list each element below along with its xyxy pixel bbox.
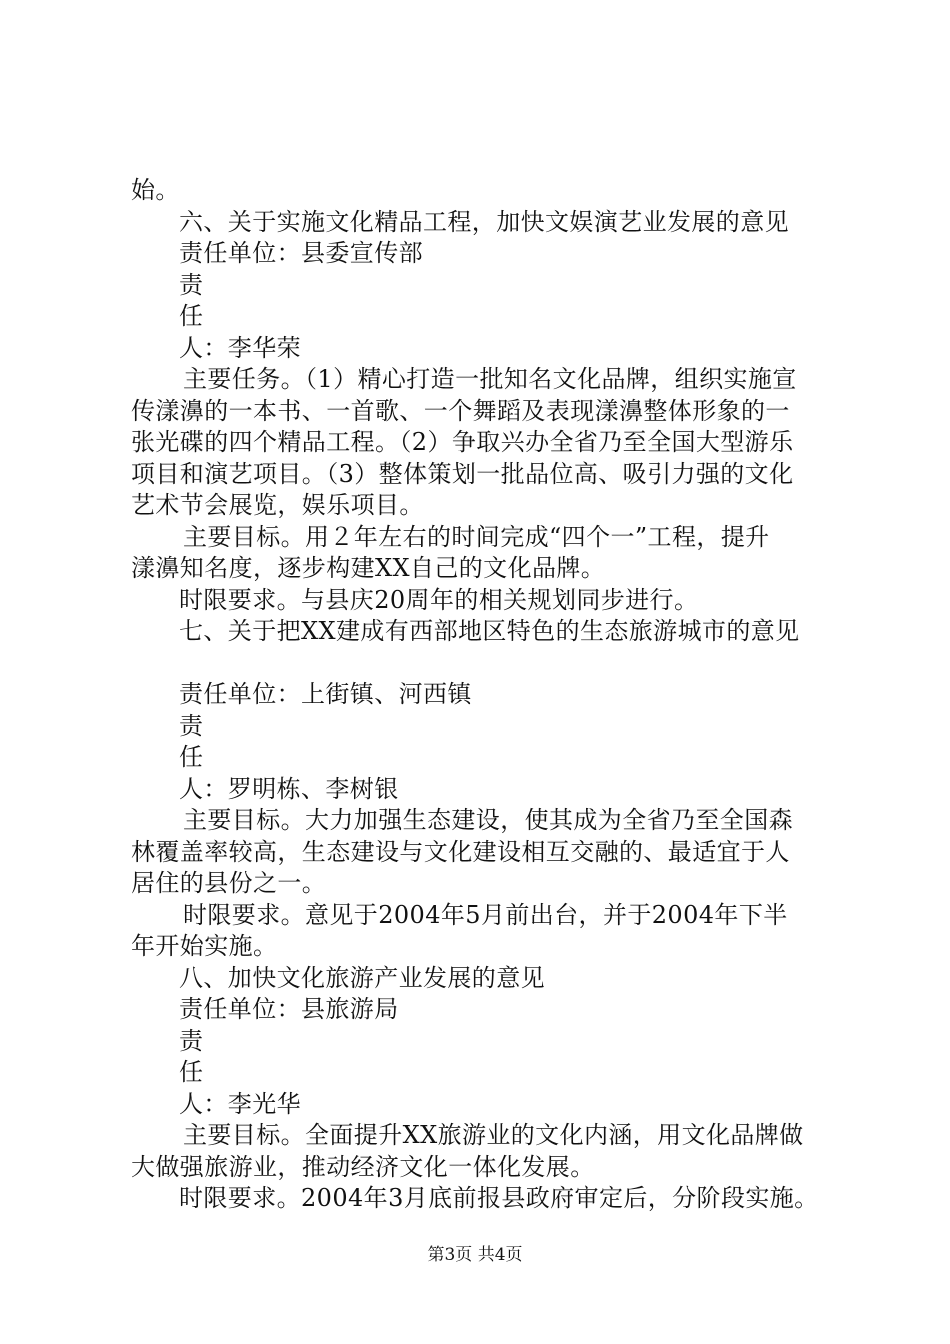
text-line: 责 bbox=[179, 1026, 204, 1055]
paragraph-line: 漾濞知名度，逐步构建XX自己的文化品牌。 bbox=[131, 554, 606, 582]
responsible-unit: 责任单位：上街镇、河西镇 bbox=[179, 680, 472, 708]
responsible-unit: 责任单位：县旅游局 bbox=[179, 995, 399, 1023]
text-line: 责 bbox=[179, 711, 204, 740]
paragraph-line: 主要目标。用２年左右的时间完成“四个一”工程，提升 bbox=[183, 522, 770, 551]
text-line: 责 bbox=[179, 270, 204, 299]
paragraph-line: 年开始实施。 bbox=[131, 932, 278, 960]
responsible-person: 人：李光华 bbox=[179, 1089, 301, 1118]
section-heading-8: 八、加快文化旅游产业发展的意见 bbox=[179, 963, 545, 992]
paragraph-line: 时限要求。意见于2004年5月前出台，并于2004年下半 bbox=[183, 900, 788, 929]
text-line: 始。 bbox=[131, 176, 180, 204]
paragraph-line: 时限要求。与县庆20周年的相关规划同步进行。 bbox=[179, 585, 699, 614]
paragraph-line: 主要目标。大力加强生态建设，使其成为全省乃至全国森 bbox=[183, 806, 793, 834]
document-body bbox=[131, 175, 831, 1215]
paragraph-line: 艺术节会展览，娱乐项目。 bbox=[131, 491, 424, 519]
paragraph-line: 主要目标。全面提升XX旅游业的文化内涵，用文化品牌做 bbox=[183, 1121, 804, 1149]
paragraph-line: 时限要求。2004年3月底前报县政府审定后，分阶段实施。 bbox=[179, 1184, 819, 1212]
paragraph-line: 张光碟的四个精品工程。（2）争取兴办全省乃至全国大型游乐 bbox=[131, 428, 794, 456]
paragraph-line: 传漾濞的一本书、一首歌、一个舞蹈及表现漾濞整体形象的一 bbox=[131, 396, 790, 425]
page-number-footer: 第3页 共4页 bbox=[427, 1245, 523, 1265]
paragraph-line: 居住的县份之一。 bbox=[131, 869, 327, 897]
paragraph-line: 主要任务。（1）精心打造一批知名文化品牌，组织实施宣 bbox=[183, 365, 797, 393]
responsible-person: 人：李华荣 bbox=[179, 333, 301, 362]
text-line: 任 bbox=[179, 302, 204, 330]
responsible-unit: 责任单位：县委宣传部 bbox=[179, 239, 423, 267]
section-heading-6: 六、关于实施文化精品工程，加快文娱演艺业发展的意见 bbox=[179, 207, 789, 236]
responsible-person: 人：罗明栋、李树银 bbox=[179, 774, 399, 803]
paragraph-line: 项目和演艺项目。（3）整体策划一批品位高、吸引力强的文化 bbox=[131, 459, 794, 488]
section-heading-7: 七、关于把XX建成有西部地区特色的生态旅游城市的意见 bbox=[179, 617, 800, 645]
blank-line bbox=[131, 648, 831, 680]
paragraph-line: 大做强旅游业，推动经济文化一体化发展。 bbox=[131, 1152, 595, 1181]
text-line: 任 bbox=[179, 743, 204, 771]
text-line: 任 bbox=[179, 1058, 204, 1086]
paragraph-line: 林覆盖率较高，生态建设与文化建设相互交融的、最适宜于人 bbox=[131, 837, 790, 866]
